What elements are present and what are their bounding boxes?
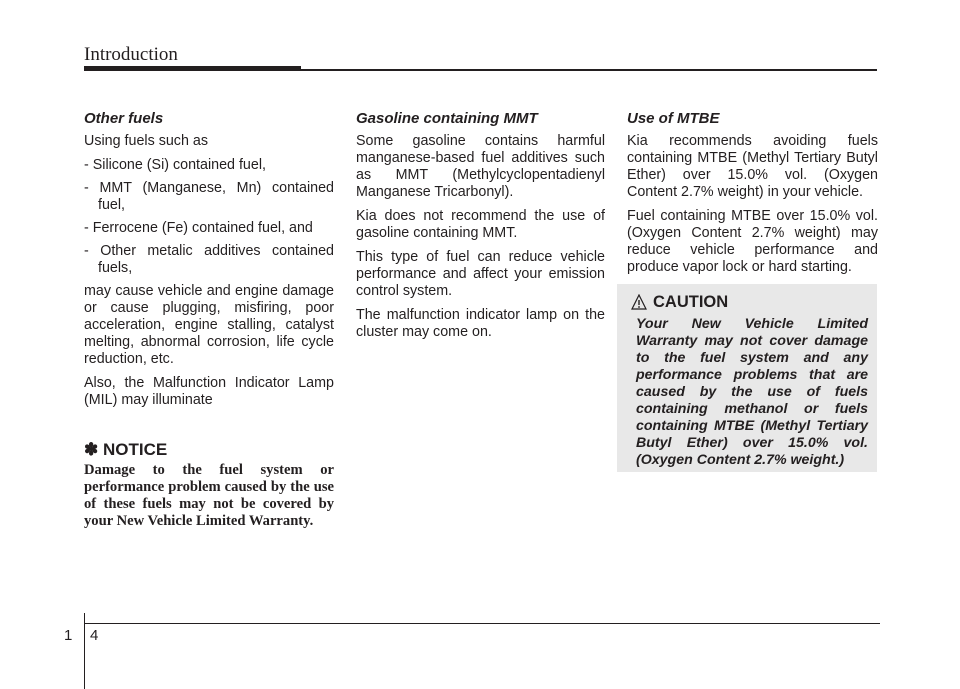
header-rule-thin [301, 69, 877, 71]
mil-paragraph: Also, the Malfunction Indicator Lamp (MIL) may illuminate [84, 375, 334, 408]
fuel-list [84, 157, 334, 277]
heading-use-of-mtbe: Use of MTBE [627, 110, 720, 127]
page-number: 4 [90, 627, 99, 644]
notice-body: Damage to the fuel system or performance problem caused by the use of these fuels may not be covered by your New Vehicle Limited Warranty. [84, 462, 334, 529]
warning-triangle-icon [631, 294, 647, 310]
indicator-paragraph: The malfunction indicator lamp on the cluster may come on. [356, 307, 605, 340]
emission-paragraph: This type of fuel can reduce vehicle performance and affect your emission control system. [356, 249, 605, 299]
mmt-paragraph: Some gasoline contains harmful manganese-based fuel additives such as MMT (Methylcyclopentadienyl Manganese Tricarbonyl). [356, 133, 605, 200]
caution-box [617, 284, 877, 472]
notice-title: ✽ NOTICE [84, 440, 168, 459]
fuel-list-item: - Ferrocene (Fe) contained fuel, and [84, 220, 334, 237]
mtbe-effect-paragraph: Fuel containing MTBE over 15.0% vol. (Oxygen Content 2.7% weight) may reduce vehicle performance and produce vapor lock or hard starting. [627, 208, 878, 275]
column-gasoline-mmt [356, 110, 605, 348]
footer-rule [84, 623, 880, 624]
caution-title: CAUTION [653, 293, 729, 311]
mtbe-recommend-paragraph: Kia recommends avoiding fuels containing MTBE (Methyl Tertiary Butyl Ether) over 15.0% vol. (Oxygen Content 2.7% weight) in your vehicle. [627, 133, 878, 200]
column-mtbe [627, 110, 878, 283]
heading-other-fuels: Other fuels [84, 110, 164, 127]
header-rule-thick [84, 66, 301, 71]
caution-header [631, 293, 728, 312]
fuel-list-item: - Other metalic additives contained fuels, [84, 243, 334, 277]
damage-paragraph: may cause vehicle and engine damage or cause plugging, misfiring, poor acceleration, engine stalling, catalyst melting, abnormal corrosion, life cycle reduction, etc. [84, 283, 334, 367]
fuel-list-item: - Silicone (Si) contained fuel, [84, 157, 334, 174]
page-header-title: Introduction [84, 44, 178, 65]
kia-recommend-paragraph: Kia does not recommend the use of gasoline containing MMT. [356, 208, 605, 241]
intro-text: Using fuels such as [84, 133, 208, 149]
heading-gasoline-mmt: Gasoline containing MMT [356, 110, 538, 127]
footer-divider [84, 613, 85, 689]
caution-body: Your New Vehicle Limited Warranty may not cover damage to the fuel system and any performance problems that are caused by the use of fuels containing methanol or fuels containing MTBE (Methyl Tertiary Butyl Ether) over 15.0% vol. (Oxygen Content 2.7% weight.) [636, 316, 868, 468]
fuel-list-item: - MMT (Manganese, Mn) contained fuel, [84, 180, 334, 214]
column-other-fuels [84, 110, 334, 530]
section-number: 1 [64, 627, 73, 644]
